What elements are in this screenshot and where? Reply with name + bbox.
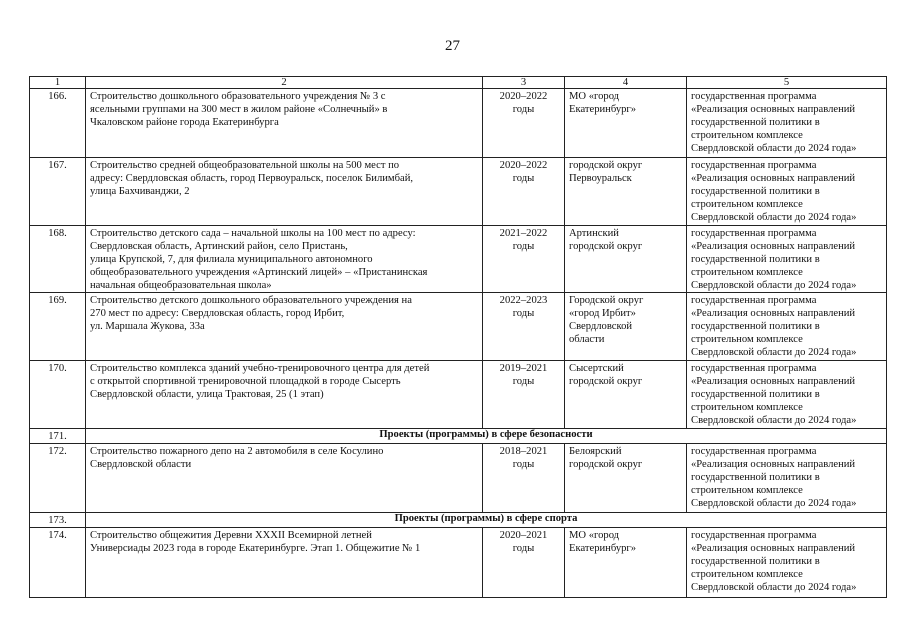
municipality: Городской округ «город Ирбит» Свердловской области xyxy=(565,293,687,361)
column-header: 1 xyxy=(30,77,86,89)
municipality: МО «город Екатеринбург» xyxy=(565,528,687,598)
column-number-row xyxy=(30,77,887,89)
project-years: 2020–2022 годы xyxy=(483,158,565,226)
table-row xyxy=(30,444,887,513)
section-title: Проекты (программы) в сфере спорта xyxy=(86,513,887,528)
project-name: Строительство дошкольного образовательного учреждения № 3 с ясельными группами на 300 мест в жилом районе «Солнечный» в Чкаловском районе города Екатеринбурга xyxy=(86,89,483,158)
row-number: 166. xyxy=(30,89,86,158)
table-row xyxy=(30,226,887,293)
project-years: 2018–2021 годы xyxy=(483,444,565,513)
section-row xyxy=(30,429,887,444)
projects-table xyxy=(29,76,887,598)
section-row xyxy=(30,513,887,528)
column-header: 2 xyxy=(86,77,483,89)
municipality: городской округ Первоуральск xyxy=(565,158,687,226)
municipality: Сысертский городской округ xyxy=(565,361,687,429)
row-number: 167. xyxy=(30,158,86,226)
project-years: 2020–2021 годы xyxy=(483,528,565,598)
state-program: государственная программа «Реализация основных направлений государственной политики в строительном комплексе Свердловской области до 2024 года» xyxy=(687,226,887,293)
state-program: государственная программа «Реализация основных направлений государственной политики в строительном комплексе Свердловской области до 2024 года» xyxy=(687,361,887,429)
state-program: государственная программа «Реализация основных направлений государственной политики в строительном комплексе Свердловской области до 2024 года» xyxy=(687,528,887,598)
column-header: 4 xyxy=(565,77,687,89)
project-name: Строительство детского дошкольного образовательного учреждения на 270 мест по адресу: Свердловская область, город Ирбит, ул. Маршала Жукова, 33а xyxy=(86,293,483,361)
row-number: 172. xyxy=(30,444,86,513)
page-number: 27 xyxy=(445,38,460,54)
state-program: государственная программа «Реализация основных направлений государственной политики в строительном комплексе Свердловской области до 2024 года» xyxy=(687,158,887,226)
state-program: государственная программа «Реализация основных направлений государственной политики в строительном комплексе Свердловской области до 2024 года» xyxy=(687,89,887,158)
project-years: 2020–2022 годы xyxy=(483,89,565,158)
row-number: 170. xyxy=(30,361,86,429)
section-title: Проекты (программы) в сфере безопасности xyxy=(86,429,887,444)
project-years: 2019–2021 годы xyxy=(483,361,565,429)
project-name: Строительство детского сада – начальной школы на 100 мест по адресу: Свердловская область, Артинский район, село Пристань, улица Крупской, 7, для филиала муниципального автономного общеобразовательного учреждения «Артинский лицей» – «Пристанинская начальная общеобразовательная школа» xyxy=(86,226,483,293)
project-name: Строительство комплекса зданий учебно-тренировочного центра для детей с открытой спортивной тренировочной площадкой в городе Сысерть Свердловской области, улица Трактовая, 25 (1 этап) xyxy=(86,361,483,429)
row-number: 171. xyxy=(30,429,86,444)
state-program: государственная программа «Реализация основных направлений государственной политики в строительном комплексе Свердловской области до 2024 года» xyxy=(687,444,887,513)
project-years: 2021–2022 годы xyxy=(483,226,565,293)
project-name: Строительство средней общеобразовательной школы на 500 мест по адресу: Свердловская область, город Первоуральск, поселок Билимбай, улица Бахчиванджи, 2 xyxy=(86,158,483,226)
table-row xyxy=(30,158,887,226)
row-number: 168. xyxy=(30,226,86,293)
table-row xyxy=(30,361,887,429)
column-header: 3 xyxy=(483,77,565,89)
municipality: МО «город Екатеринбург» xyxy=(565,89,687,158)
table-row xyxy=(30,293,887,361)
table-row xyxy=(30,528,887,598)
municipality: Белоярский городской округ xyxy=(565,444,687,513)
table-row xyxy=(30,89,887,158)
column-header: 5 xyxy=(687,77,887,89)
municipality: Артинский городской округ xyxy=(565,226,687,293)
project-name: Строительство пожарного депо на 2 автомобиля в селе Косулино Свердловской области xyxy=(86,444,483,513)
state-program: государственная программа «Реализация основных направлений государственной политики в строительном комплексе Свердловской области до 2024 года» xyxy=(687,293,887,361)
row-number: 173. xyxy=(30,513,86,528)
project-name: Строительство общежития Деревни XXXII Всемирной летней Универсиады 2023 года в городе Екатеринбурге. Этап 1. Общежитие № 1 xyxy=(86,528,483,598)
project-years: 2022–2023 годы xyxy=(483,293,565,361)
row-number: 174. xyxy=(30,528,86,598)
row-number: 169. xyxy=(30,293,86,361)
